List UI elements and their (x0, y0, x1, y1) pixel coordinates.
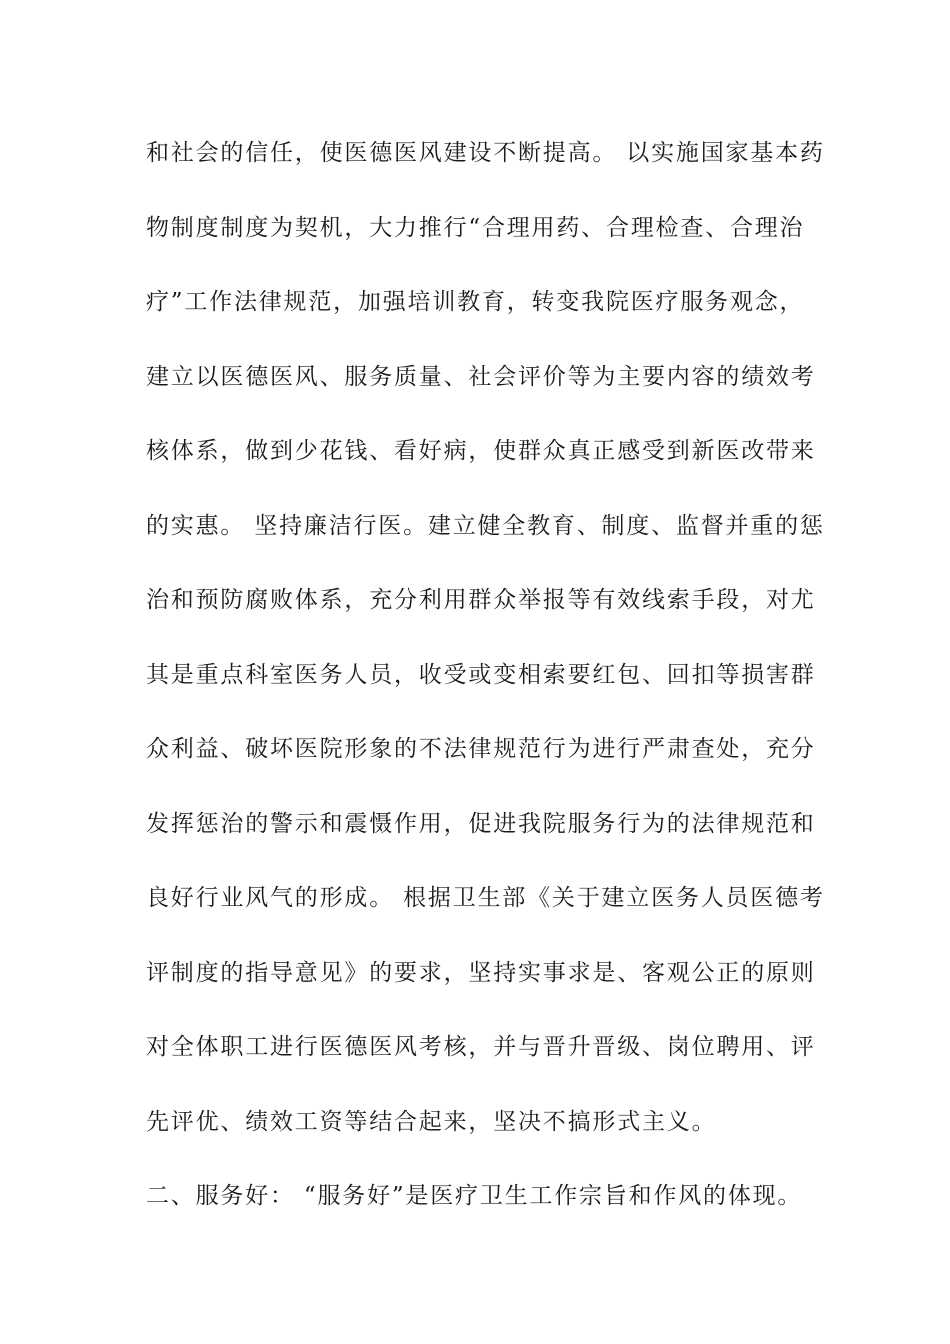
text-line: 物制度制度为契机，大力推行“合理用药、合理检查、合理治 (146, 214, 805, 241)
text-line: 发挥惩治的警示和震慑作用，促进我院服务行为的法律规范和 (146, 810, 816, 837)
text-line: 治和预防腐败体系，充分利用群众举报等有效线索手段，对尤 (146, 587, 816, 613)
text-line: 众利益、破坏医院形象的不法律规范行为进行严肃查处，充分 (146, 736, 816, 762)
body-text (146, 130, 826, 1248)
text-line: 的实惠。 坚持廉洁行医。建立健全教育、制度、监督并重的惩 (146, 512, 825, 539)
text-line: 疗”工作法律规范，加强培训教育，转变我院医疗服务观念， (146, 289, 805, 315)
text-line: 建立以医德医风、服务质量、社会评价等为主要内容的绩效考 (146, 363, 816, 390)
text-line: 和社会的信任，使医德医风建设不断提高。 以实施国家基本药 (146, 140, 825, 166)
text-line: 对全体职工进行医德医风考核，并与晋升晋级、岗位聘用、评 (146, 1034, 816, 1060)
text-line: 评制度的指导意见》的要求，坚持实事求是、客观公正的原则 (146, 959, 816, 986)
text-line: 其是重点科室医务人员，收受或变相索要红包、回扣等损害群 (146, 661, 816, 688)
text-line: 先评优、绩效工资等结合起来，坚决不搞形式主义。 (146, 1108, 717, 1135)
text-line: 核体系，做到少花钱、看好病，使群众真正感受到新医改带来 (146, 438, 816, 464)
text-line: 良好行业风气的形成。 根据卫生部《关于建立医务人员医德考 (146, 885, 825, 911)
section-heading-line: 二、服务好： “服务好”是医疗卫生工作宗旨和作风的体现。 (146, 1183, 803, 1209)
